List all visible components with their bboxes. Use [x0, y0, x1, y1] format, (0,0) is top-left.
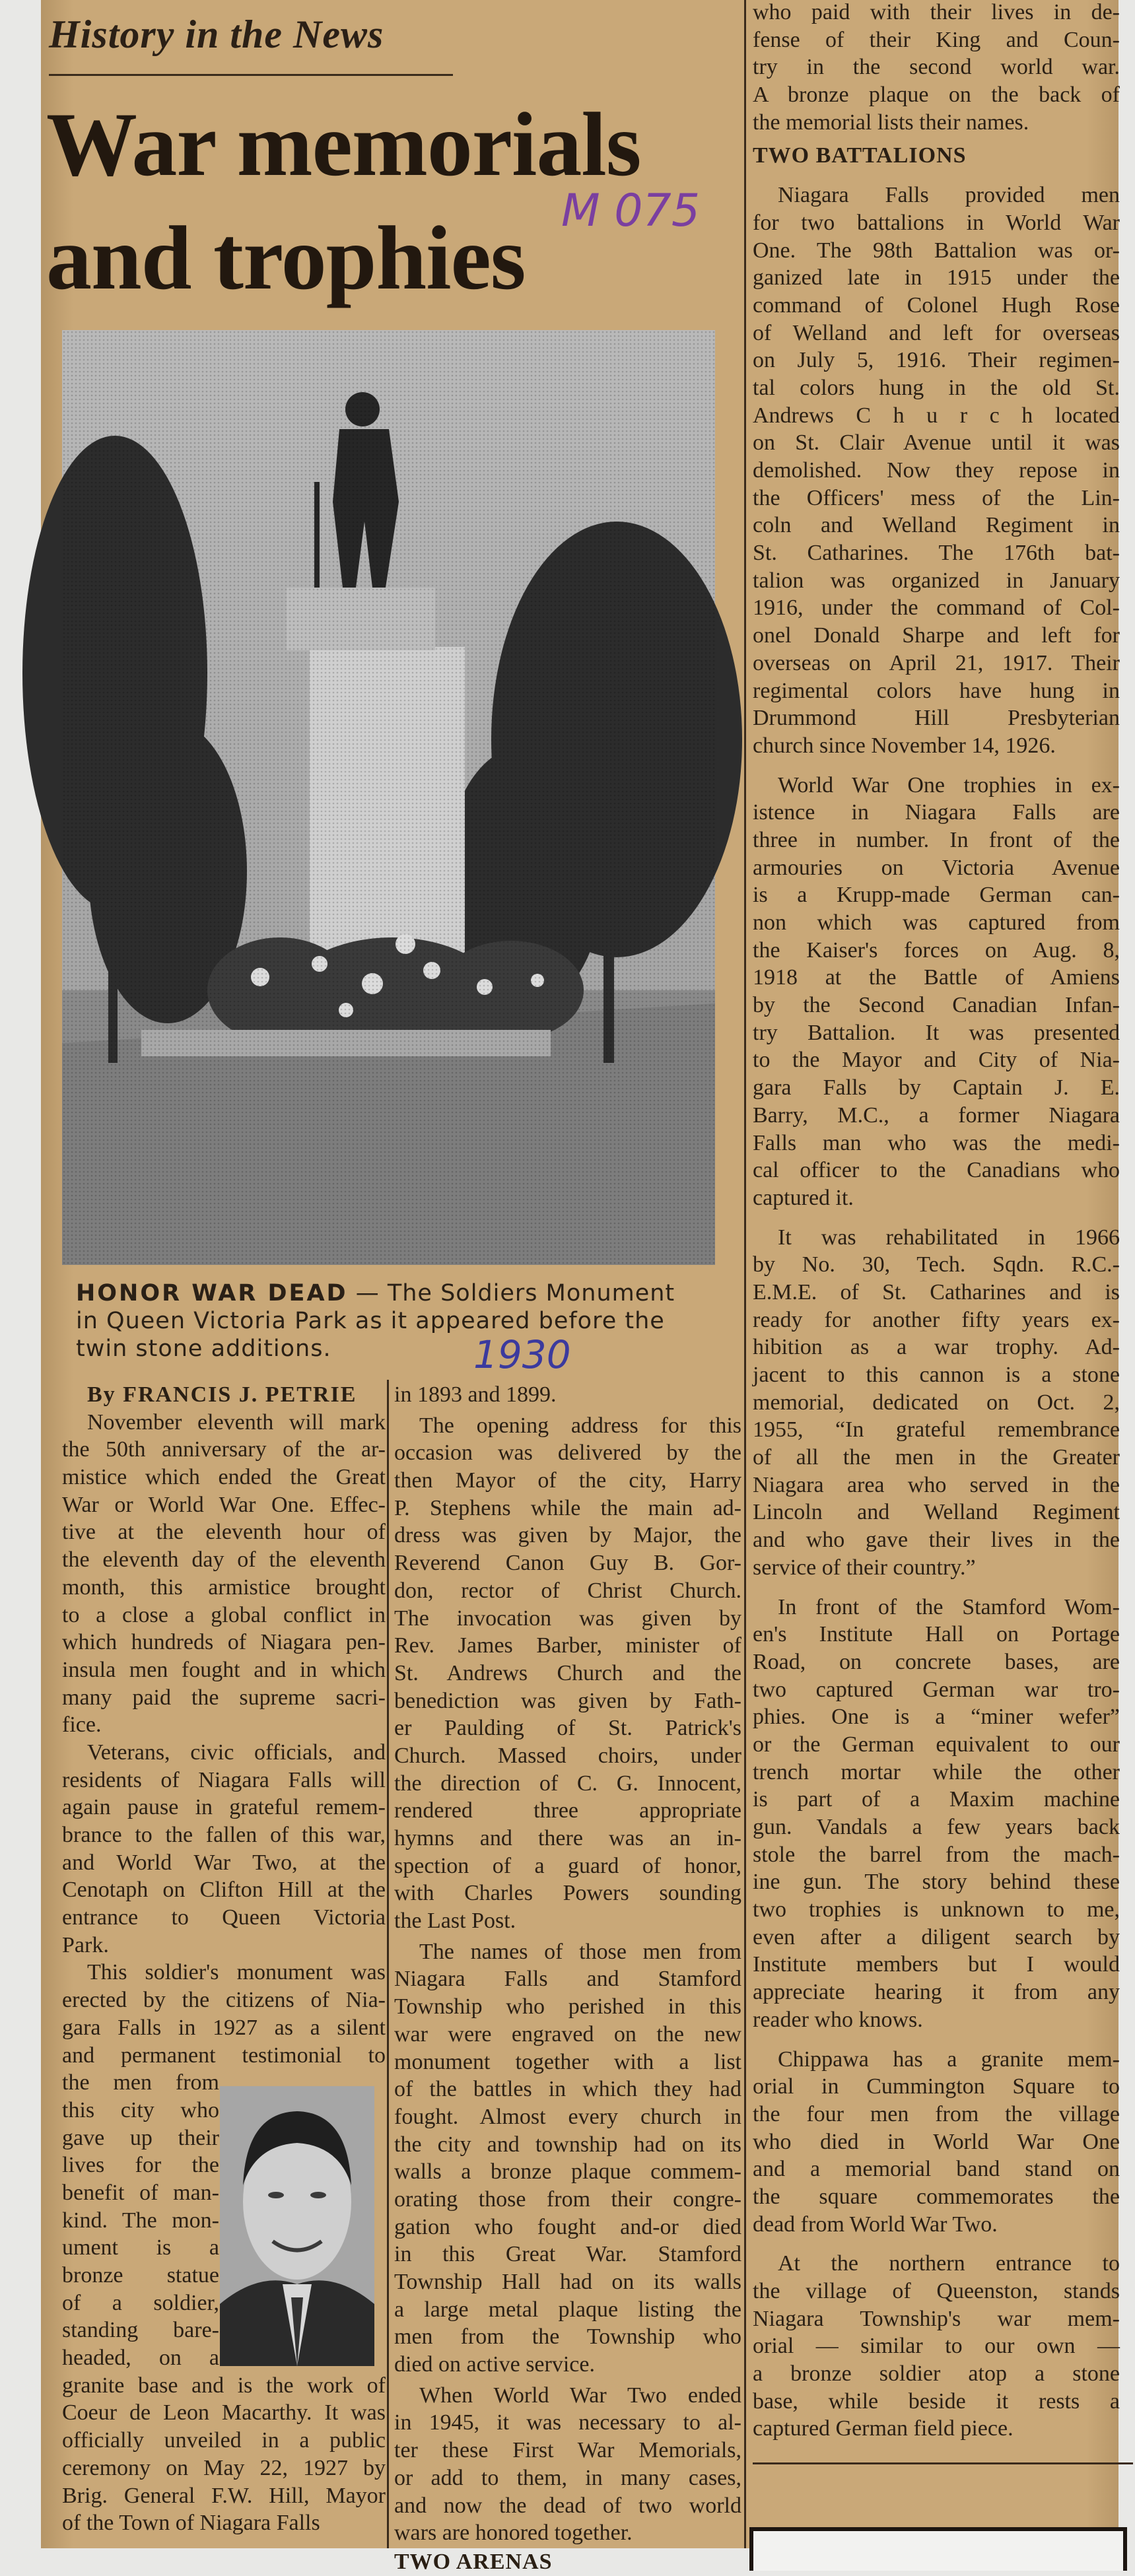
text-line: and permanent testimonial to [62, 2043, 386, 2068]
text-line: ceremony on May 22, 1927 by [62, 2455, 386, 2480]
year-annotation: 1930 [473, 1332, 571, 1377]
headline-line-1: War memorials [46, 94, 641, 195]
text-line: service of their country.” [753, 1555, 976, 1580]
text-line: orial in Cummington Square to [753, 2074, 1120, 2099]
text-line: base, while beside it rests a [753, 2389, 1120, 2414]
text-line: In front of the Stamford Wom- [778, 1594, 1120, 1619]
text-line: of the Town of Niagara Falls [62, 2511, 320, 2536]
text-line: by the Second Canadian Infan- [753, 993, 1120, 1018]
text-line: memorial, dedicated on Oct. 2, [753, 1390, 1120, 1415]
paragraph [753, 1224, 1120, 1582]
text-line: appreciate hearing it from any [753, 1980, 1120, 2005]
subheading [753, 142, 1120, 170]
caption-line-3: twin stone additions. [76, 1336, 331, 1362]
text-line: Road, on concrete bases, are [753, 1649, 1120, 1674]
text-line: many paid the supreme sacri- [62, 1685, 386, 1710]
text-line: Niagara Falls and Stamford [394, 1967, 741, 1992]
text-line: Barry, M.C., a former Niagara [753, 1102, 1120, 1128]
text-line: this city who [62, 2097, 219, 2122]
paragraph [753, 0, 1120, 136]
paragraph [394, 2382, 741, 2547]
text-line: two captured German war tro- [753, 1677, 1120, 1702]
text-line: Reverend Canon Guy B. Gor- [394, 1551, 741, 1576]
text-line: the city and township had on its [394, 2132, 741, 2157]
text-line: men from the Township who [394, 2324, 741, 2350]
text-line: ready for another fifty years ex- [753, 1307, 1120, 1332]
text-line: istence in Niagara Falls are [753, 800, 1120, 825]
photo-caption [76, 1279, 743, 1363]
text-line: talion was organized in January [753, 568, 1120, 593]
text-line: on St. Clair Avenue until it was [753, 430, 1120, 456]
text-line: coln and Welland Regiment in [753, 513, 1120, 538]
caption-line-2: in Queen Victoria Park as it appeared before the [76, 1308, 665, 1334]
text-line: Cenotaph on Clifton Hill at the [62, 1878, 386, 1903]
text-line: month, this armistice brought [62, 1575, 386, 1600]
text-line: gave up their [62, 2125, 219, 2150]
paragraph [753, 1594, 1120, 2034]
text-line: erected by the citizens of Nia- [62, 1988, 386, 2013]
text-line: ter these First War Memorials, [394, 2438, 741, 2463]
text-line: the four men from the village [753, 2101, 1120, 2126]
paragraph [394, 1412, 741, 1935]
paragraph [753, 2046, 1120, 2239]
text-line: try Battalion. It was presented [753, 1020, 1120, 1045]
text-line: wars are honored together. [394, 2521, 633, 2546]
text-line: fice. [62, 1712, 102, 1738]
text-line: gation who fought and-or died [394, 2214, 741, 2239]
text-line: One. The 98th Battalion was or- [753, 238, 1120, 263]
text-line: Andrews C h u r c h located [753, 403, 1120, 428]
text-line: of all the men in the Greater [753, 1445, 1120, 1470]
text-line: November eleventh will mark [87, 1409, 386, 1435]
text-line: then Mayor of the city, Harry [394, 1468, 741, 1493]
text-line: This soldier's monument was [87, 1960, 386, 1985]
paragraph [62, 1739, 386, 1959]
text-line: to the Mayor and City of Nia- [753, 1048, 1120, 1073]
article-column-2 [394, 1381, 741, 2576]
text-line: Niagara Township's war mem- [753, 2306, 1120, 2331]
text-line: church since November 14, 1926. [753, 733, 1056, 758]
text-line: captured it. [753, 1185, 854, 1210]
text-line: overseas on April 21, 1917. Their [753, 650, 1120, 675]
text-line: hibition as a war trophy. Ad- [753, 1335, 1120, 1360]
text-line: reader who knows. [753, 2007, 923, 2032]
caption-line-1 [76, 1279, 743, 1307]
text-line: The invocation was given by [394, 1606, 741, 1631]
text-line: P. Stephens while the main ad- [394, 1495, 741, 1520]
text-line: ine gun. The story behind these [753, 1870, 1120, 1895]
text-line: Niagara Falls provided men [778, 183, 1120, 208]
text-line: fense of their King and Coun- [753, 27, 1120, 52]
text-line: onel Donald Sharpe and left for [753, 623, 1120, 648]
text-line: Brig. General F.W. Hill, Mayor [62, 2483, 386, 2508]
text-line: standing bare- [62, 2318, 219, 2343]
author-portrait [220, 2086, 374, 2366]
text-line: Drummond Hill Presbyterian [753, 706, 1120, 731]
text-line: the square commemorates the [753, 2184, 1120, 2209]
text-line: and World War Two, at the [62, 1850, 386, 1875]
text-line: three in number. In front of the [753, 827, 1120, 852]
text-line: gun. Vandals a few years back [753, 1815, 1120, 1839]
text-line: died on active service. [394, 2352, 595, 2377]
text-line: Township who perished in this [394, 1994, 741, 2019]
section-label: History in the News [49, 13, 384, 56]
text-line: or the German equivalent to our [753, 1732, 1120, 1757]
text-line: The names of those men from [419, 1939, 741, 1964]
text-line: tive at the eleventh hour of [62, 1520, 386, 1545]
text-line: mistice which ended the Great [62, 1465, 386, 1490]
text-line: which hundreds of Niagara pen- [62, 1630, 386, 1655]
subheading [394, 2548, 741, 2576]
text-line: fought. Almost every church in [394, 2104, 741, 2129]
text-line: rendered three appropriate [394, 1798, 741, 1823]
text-line: At the northern entrance to [778, 2251, 1120, 2276]
caption-line-1-rest: — The Soldiers Monument [347, 1280, 675, 1306]
text-line: the village of Queenston, stands [753, 2279, 1120, 2303]
text-line: gara Falls in 1927 as a silent [62, 2015, 386, 2040]
text-line: ument is a [62, 2235, 219, 2260]
text-line: of Welland and left for overseas [753, 320, 1120, 345]
text-line: demolished. Now they repose in [753, 458, 1120, 483]
text-line: Niagara area who served in the [753, 1472, 1120, 1497]
text-line: A bronze plaque on the back of [753, 83, 1120, 108]
column-rule [744, 0, 746, 2548]
text-line: try in the second world war. [753, 55, 1120, 80]
monument-photo [62, 330, 715, 1265]
text-line: of a soldier, [62, 2290, 219, 2315]
text-line: Falls man who was the medi- [753, 1130, 1120, 1155]
text-line: cal officer to the Canadians who [753, 1158, 1120, 1183]
text-line: armouries on Victoria Avenue [753, 855, 1120, 880]
text-line: bronze statue [62, 2263, 219, 2288]
text-line: the men from [62, 2070, 219, 2095]
paragraph [62, 1409, 386, 1739]
adjacent-article-box [749, 2527, 1127, 2571]
text-line: kind. The mon- [62, 2208, 219, 2233]
text-line: for two battalions in World War [753, 210, 1120, 235]
text-line: spection of a guard of honor, [394, 1853, 741, 1878]
text-line: Institute members but I would [753, 1952, 1120, 1977]
text-line: Rev. James Barber, minister of [394, 1633, 741, 1658]
text-line: occasion was delivered by the [394, 1441, 741, 1466]
text-line: the memorial lists their names. [753, 110, 1029, 135]
caption-lead: HONOR WAR DEAD [76, 1280, 348, 1306]
article-end-rule [753, 2462, 1133, 2464]
paragraph [753, 2250, 1120, 2443]
text-line: even after a diligent search by [753, 1924, 1120, 1949]
paragraph [394, 1381, 741, 1409]
text-line: residents of Niagara Falls will [62, 1767, 386, 1792]
text-line: TWO BATTALIONS [753, 143, 967, 168]
text-line: walls a bronze plaque commem- [394, 2159, 741, 2185]
text-line: is part of a Maxim machine [753, 1787, 1120, 1812]
text-line: who paid with their lives in de- [753, 0, 1120, 24]
text-line: non which was captured from [753, 910, 1120, 935]
text-line: It was rehabilitated in 1966 [778, 1225, 1120, 1250]
text-line: the Last Post. [394, 1909, 516, 1934]
text-line: Park. [62, 1932, 109, 1957]
text-line: jacent to this cannon is a stone [753, 1363, 1120, 1387]
article-column-3 [753, 0, 1120, 2443]
text-line: headed, on a [62, 2346, 219, 2371]
text-line: orial — similar to our own — [753, 2334, 1120, 2359]
text-line: dead from World War Two. [753, 2212, 998, 2237]
text-line: granite base and is the work of [62, 2373, 386, 2398]
text-line: 1955, “In grateful remembrance [753, 1417, 1120, 1442]
column-rule [387, 1380, 389, 2548]
newspaper-clipping [41, 0, 1120, 2575]
text-line: captured German field piece. [753, 2416, 1014, 2441]
text-line: or add to them, in many cases, [394, 2465, 741, 2490]
text-line: in 1893 and 1899. [394, 1382, 557, 1407]
text-line: again pause in grateful remem- [62, 1795, 386, 1820]
paragraph [753, 772, 1120, 1212]
text-line: By FRANCIS J. PETRIE [87, 1382, 357, 1407]
text-line: St. Andrews Church and the [394, 1660, 741, 1685]
text-line: on July 5, 1916. Their regimen- [753, 348, 1120, 373]
catalog-annotation: M 075 [561, 185, 701, 237]
text-line: tal colors hung in the old St. [753, 375, 1120, 400]
text-line: and now the dead of two world [394, 2493, 741, 2518]
section-rule [49, 74, 453, 76]
text-line: er Paulding of St. Patrick's [394, 1716, 741, 1741]
text-line: stole the barrel from the mach- [753, 1842, 1120, 1867]
text-line: with Charles Powers sounding [394, 1881, 741, 1906]
text-line: to a close a global conflict in [62, 1602, 386, 1627]
text-line: brance to the fallen of this war, [62, 1823, 386, 1847]
text-line: in 1945, it was necessary to al- [394, 2410, 741, 2435]
text-line: is a Krupp-made German can- [753, 883, 1120, 908]
text-line: War or World War One. Effec- [62, 1492, 386, 1517]
text-line: St. Catharines. The 176th bat- [753, 541, 1120, 566]
text-line: in this Great War. Stamford [394, 2242, 741, 2267]
text-line: When World War Two ended [419, 2383, 741, 2408]
byline [62, 1381, 386, 1409]
text-line: the Officers' mess of the Lin- [753, 485, 1120, 510]
text-line: en's Institute Hall on Portage [753, 1622, 1120, 1647]
headline-line-2: and trophies [46, 207, 526, 308]
text-line: the 50th anniversary of the ar- [62, 1437, 386, 1462]
text-line: insula men fought and in which [62, 1657, 386, 1682]
text-line: 1918 at the Battle of Amiens [753, 965, 1120, 990]
text-line: hymns and there was an in- [394, 1826, 741, 1850]
text-line: war were engraved on the new [394, 2021, 741, 2047]
text-line: a bronze soldier atop a stone [753, 2361, 1120, 2387]
text-line: and who gave their lives in the [753, 1528, 1120, 1553]
text-line: command of Colonel Hugh Rose [753, 292, 1120, 318]
text-line: and a memorial band stand on [753, 2157, 1120, 2182]
text-line: dress was given by Major, the [394, 1523, 741, 1548]
text-line: who died in World War One [753, 2129, 1120, 2154]
text-line: regimental colors have hung in [753, 678, 1120, 703]
text-line: the Kaiser's forces on Aug. 8, [753, 937, 1120, 963]
text-line: the eleventh day of the eleventh [62, 1547, 386, 1573]
text-line: benediction was given by Fath- [394, 1688, 741, 1713]
paragraph [753, 182, 1120, 759]
text-line: World War One trophies in ex- [778, 772, 1120, 797]
text-line: TWO ARENAS [394, 2550, 553, 2575]
text-line: Chippawa has a granite mem- [778, 2047, 1120, 2072]
text-line: two trophies is unknown to me, [753, 1897, 1120, 1922]
text-line: lives for the [62, 2153, 219, 2178]
text-line: a large metal plaque listing the [394, 2297, 741, 2322]
text-line: of the battles in which they had [394, 2077, 741, 2102]
text-line: entrance to Queen Victoria [62, 1905, 386, 1930]
text-line: 1916, under the command of Col- [753, 595, 1120, 621]
text-line: Lincoln and Welland Regiment [753, 1500, 1120, 1525]
text-line: the direction of C. G. Innocent, [394, 1771, 741, 1796]
text-line: don, rector of Christ Church. [394, 1578, 741, 1603]
paragraph [394, 1938, 741, 2379]
text-line: Veterans, civic officials, and [87, 1740, 386, 1765]
text-line: phies. One is a “miner wefer” [753, 1705, 1120, 1730]
text-line: Coeur de Leon Macarthy. It was [62, 2400, 386, 2425]
text-line: orating those from their congre- [394, 2186, 741, 2212]
text-line: trench mortar while the other [753, 1759, 1120, 1784]
text-line: Township Hall had on its walls [394, 2270, 741, 2294]
text-line: gara Falls by Captain J. E. [753, 1075, 1120, 1101]
text-line: benefit of man- [62, 2180, 219, 2205]
text-line: Church. Massed choirs, under [394, 1743, 741, 1768]
text-line: by No. 30, Tech. Sqdn. R.C.- [753, 1252, 1120, 1277]
text-line: ganized late in 1915 under the [753, 265, 1120, 290]
text-line: The opening address for this [419, 1413, 741, 1438]
text-line: E.M.E. of St. Catharines and is [753, 1279, 1120, 1305]
text-line: monument together with a list [394, 2049, 741, 2074]
text-line: officially unveiled in a public [62, 2428, 386, 2453]
